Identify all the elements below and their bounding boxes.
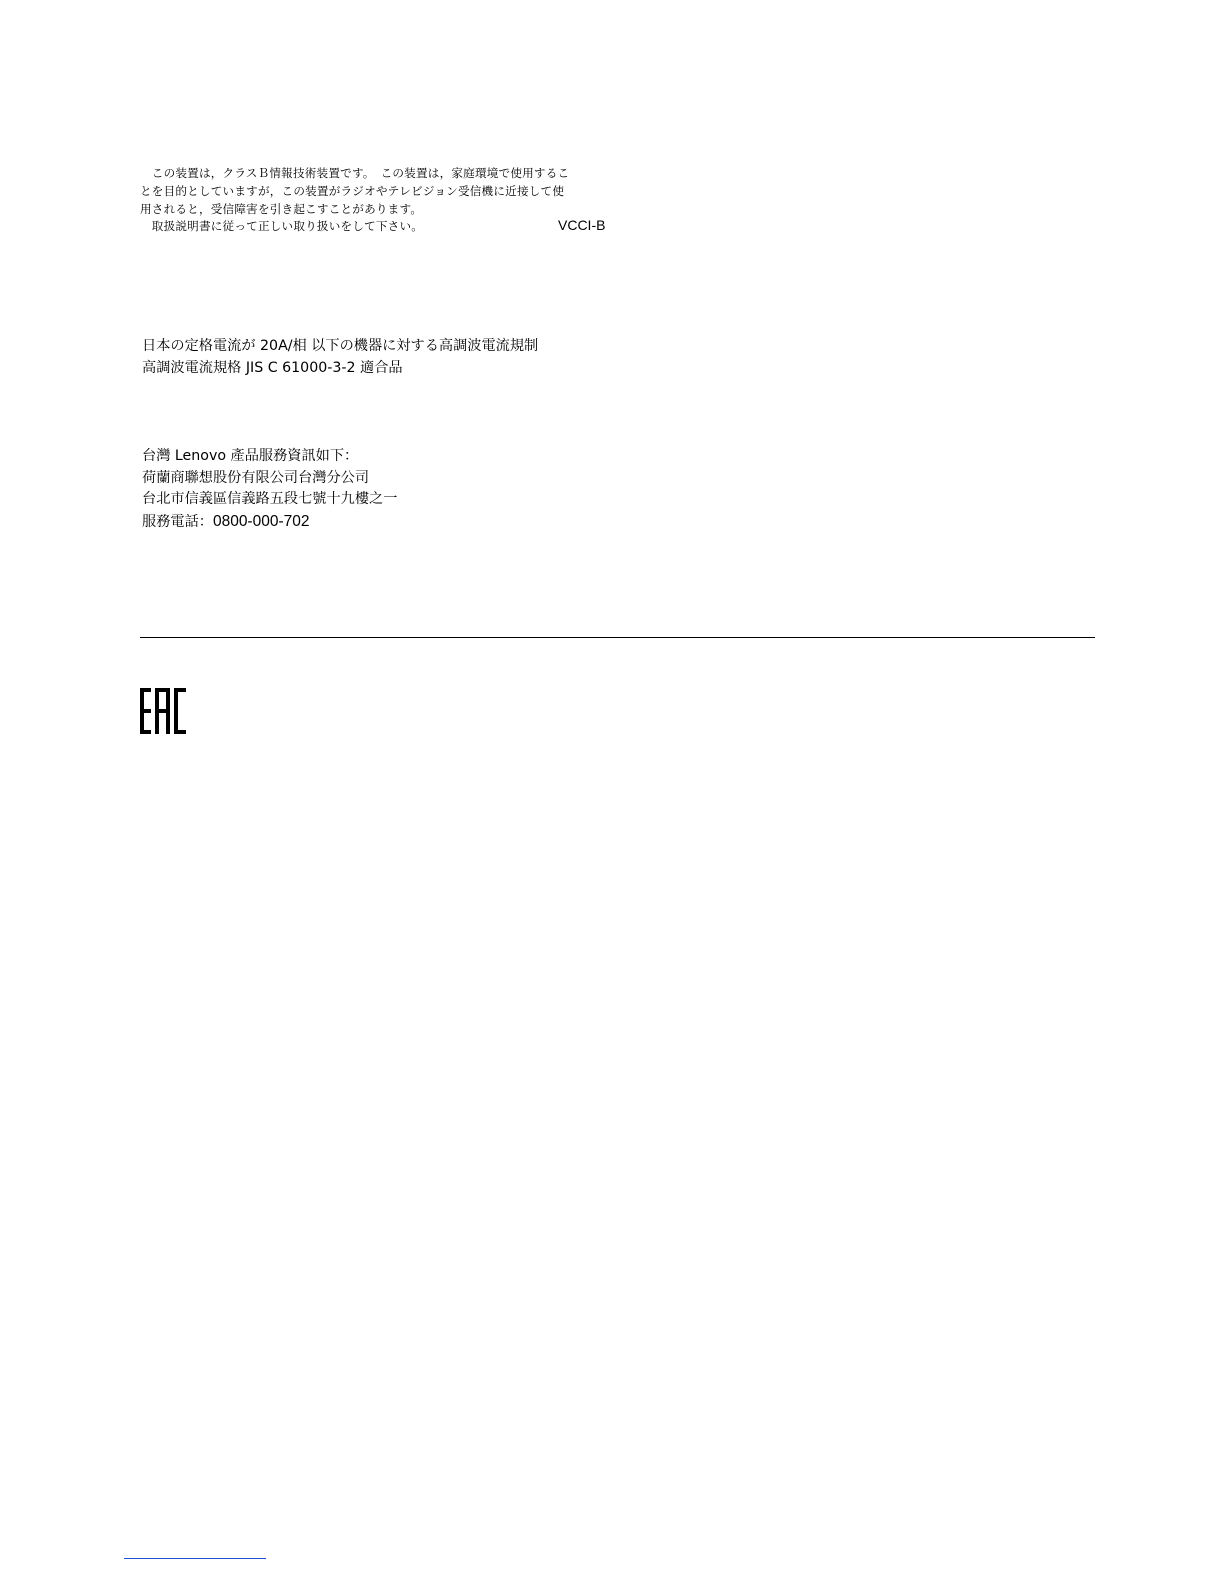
eac-certification-icon — [140, 688, 188, 734]
section-divider — [140, 637, 1095, 638]
vcci-line-1: この装置は，クラスＢ情報技術装置です。 この装置は，家庭環境で使用するこ — [140, 166, 570, 180]
vcci-line-3: 用されると，受信障害を引き起こすことがあります。 — [140, 202, 423, 216]
taiwan-company-name: 荷蘭商聯想股份有限公司台灣分公司 — [142, 469, 370, 486]
harmonic-current-notice — [142, 336, 538, 379]
eac-logo-graphic — [140, 688, 188, 734]
harmonic-line-1: 日本の定格電流が 20A/相 以下の機器に対する高調波電流規制 — [142, 338, 539, 354]
taiwan-company-address: 台北市信義區信義路五段七號十九樓之一 — [142, 491, 398, 507]
taiwan-service-info — [142, 446, 397, 533]
footnote-separator — [124, 1558, 266, 1559]
harmonic-line-2: 高調波電流規格 JIS C 61000-3-2 適合品 — [142, 359, 403, 376]
service-phone-label: 服務電話： — [142, 513, 213, 530]
taiwan-service-phone — [142, 511, 397, 534]
vcci-line-4: 取扱説明書に従って正しい取り扱いをして下さい。 — [140, 219, 424, 233]
vcci-line-2: とを目的としていますが，この装置がラジオやテレビジョン受信機に近接して使 — [140, 184, 565, 198]
service-phone-number: 0800-000-702 — [212, 512, 310, 530]
vcci-class-mark: VCCI-B — [558, 217, 606, 233]
taiwan-service-heading: 台灣 Lenovo 產品服務資訊如下： — [142, 448, 359, 464]
